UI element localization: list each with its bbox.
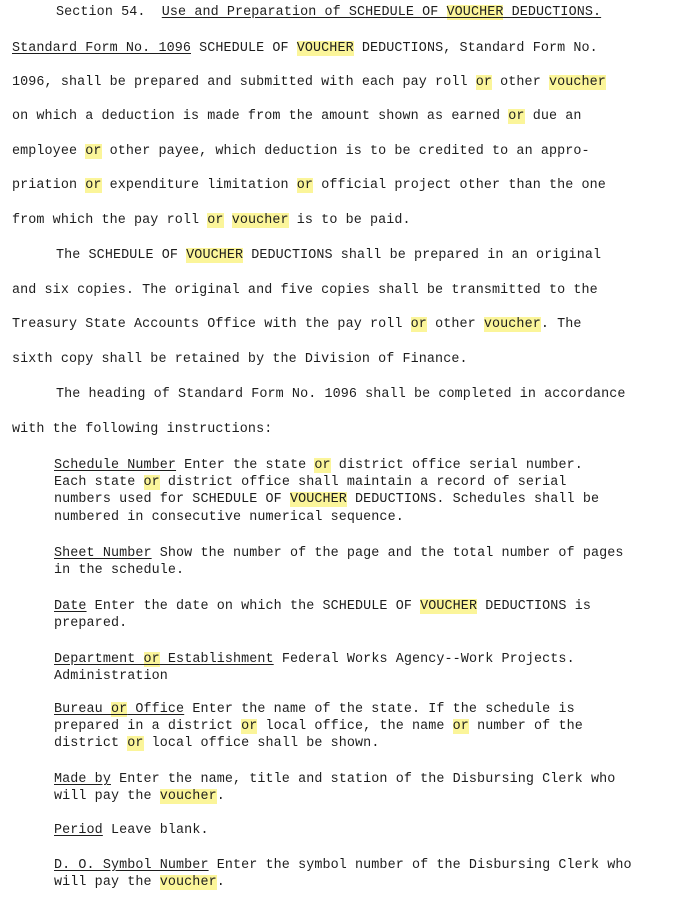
para3-line2: with the following instructions:	[12, 422, 273, 437]
date-line1: Date Enter the date on which the SCHEDULE OF VOUCHER DEDUCTIONS is	[54, 599, 591, 614]
schedule-number-line1: Schedule Number Enter the state or district office serial number.	[54, 458, 583, 473]
do-symbol-line1: D. O. Symbol Number Enter the symbol number of the Disbursing Clerk who	[54, 858, 632, 873]
bureau-line2: prepared in a district or local office, the name or number of the	[54, 719, 583, 734]
bureau-line1: Bureau or Office Enter the name of the state. If the schedule is	[54, 702, 575, 717]
para2-line1: The SCHEDULE OF VOUCHER DEDUCTIONS shall be prepared in an original	[56, 248, 602, 263]
period-line1: Period Leave blank.	[54, 823, 209, 838]
schedule-number-line3: numbers used for SCHEDULE OF VOUCHER DEDUCTIONS. Schedules shall be	[54, 492, 600, 507]
made-by-term: Made by	[54, 772, 111, 787]
do-symbol-line2: will pay the voucher.	[54, 875, 225, 890]
para1-line1: Standard Form No. 1096 SCHEDULE OF VOUCHER DEDUCTIONS, Standard Form No.	[12, 41, 598, 56]
para1-line3: on which a deduction is made from the amount shown as earned or due an	[12, 109, 582, 124]
para2-line2: and six copies. The original and five copies shall be transmitted to the	[12, 283, 598, 298]
department-term: Department or Establishment	[54, 652, 274, 667]
do-symbol-term: D. O. Symbol Number	[54, 858, 209, 873]
made-by-line1: Made by Enter the name, title and station of the Disbursing Clerk who	[54, 772, 616, 787]
para1-line4: employee or other payee, which deduction is to be credited to an appro-	[12, 144, 590, 159]
date-line2: prepared.	[54, 616, 128, 631]
date-term: Date	[54, 599, 87, 614]
department-line1: Department or Establishment Federal Works Agency--Work Projects.	[54, 652, 575, 667]
para1-line6: from which the pay roll or voucher is to be paid.	[12, 213, 411, 228]
department-line2: Administration	[54, 669, 168, 684]
sheet-number-line2: in the schedule.	[54, 563, 185, 578]
schedule-number-term: Schedule Number	[54, 458, 177, 473]
form-reference: Standard Form No. 1096	[12, 41, 191, 56]
para1-line5: priation or expenditure limitation or official project other than the one	[12, 178, 606, 193]
made-by-line2: will pay the voucher.	[54, 789, 225, 804]
bureau-line3: district or local office shall be shown.	[54, 736, 380, 751]
para2-line3: Treasury State Accounts Office with the pay roll or other voucher. The	[12, 317, 582, 332]
para2-line4: sixth copy shall be retained by the Division of Finance.	[12, 352, 468, 367]
sheet-number-line1: Sheet Number Show the number of the page and the total number of pages	[54, 546, 624, 561]
section-title: Use and Preparation of SCHEDULE OF VOUCHER DEDUCTIONS.	[161, 5, 602, 20]
para3-line1: The heading of Standard Form No. 1096 shall be completed in accordance	[56, 387, 626, 402]
period-term: Period	[54, 823, 103, 838]
sheet-number-term: Sheet Number	[54, 546, 152, 561]
section-number: Section 54.	[56, 5, 146, 20]
para1-line2: 1096, shall be prepared and submitted with each pay roll or other voucher	[12, 75, 606, 90]
bureau-term: Bureau or Office	[54, 702, 185, 717]
schedule-number-line4: numbered in consecutive numerical sequence.	[54, 510, 404, 525]
section-heading	[56, 4, 601, 21]
schedule-number-line2: Each state or district office shall maintain a record of serial	[54, 475, 567, 490]
